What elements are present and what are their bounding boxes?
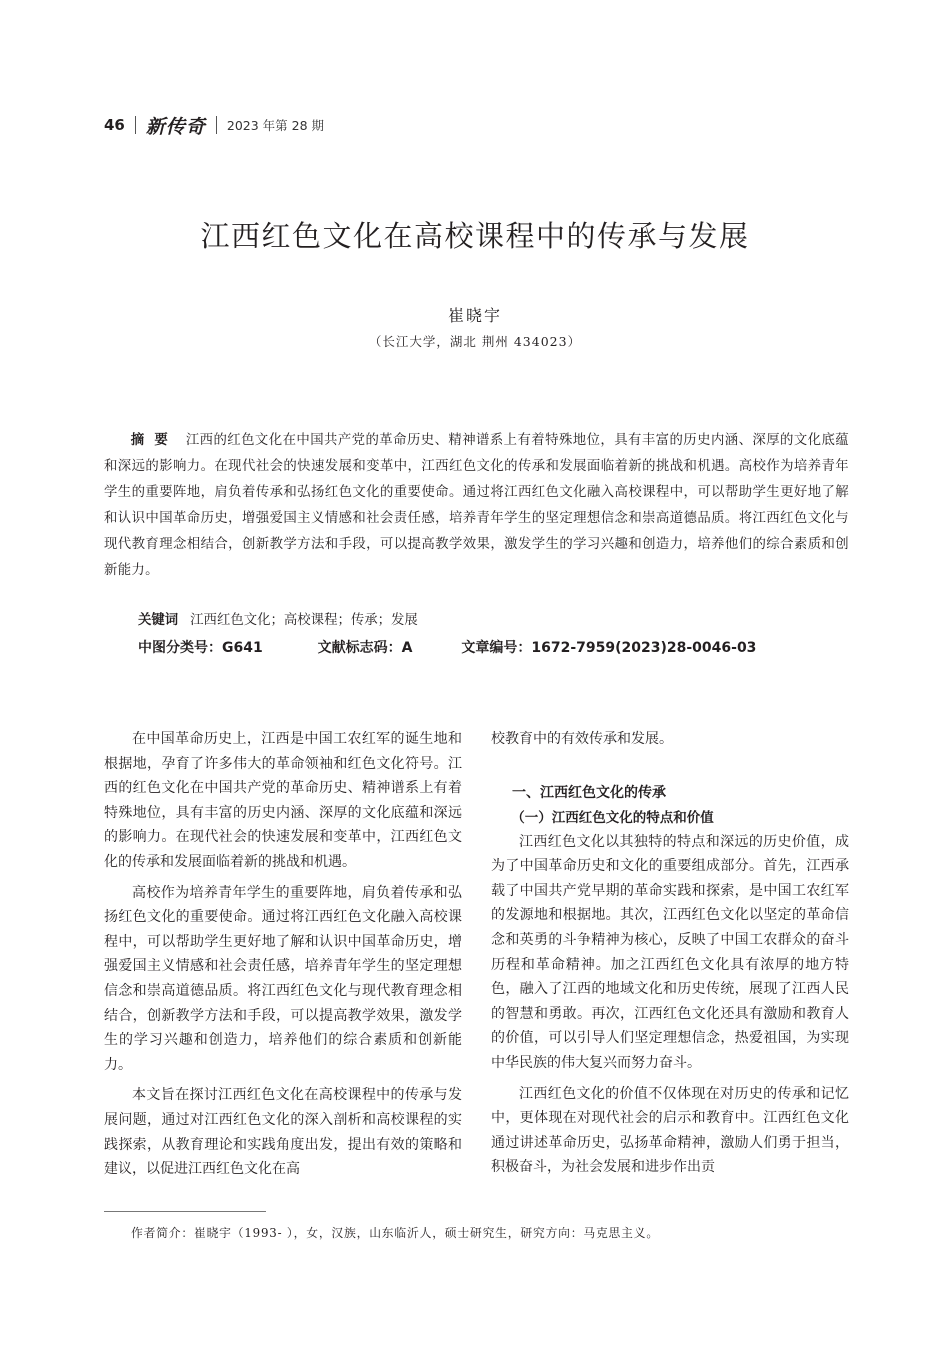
body-paragraph-continuation: 校教育中的有效传承和发展。 — [491, 731, 673, 747]
body-paragraph: 高校作为培养青年学生的重要阵地，肩负着传承和弘扬红色文化的重要使命。通过将江西红色文化融入高校课程中，可以帮助学生更好地了解和认识中国革命历史，增强爱国主义情感和社会责任感，培养青年学生的坚定理想信念和崇高道德品质。将江西红色文化与现代教育理念相结合，创新教学方法和手段，可以提高教学效果，激发学生的学习兴趣和创造力，培养他们的综合素质和创新能力。 — [104, 884, 462, 1073]
running-header — [104, 110, 324, 140]
paper-title: 江西红色文化在高校课程中的传承与发展 — [200, 219, 750, 253]
body-paragraph: 在中国革命历史上，江西是中国工农红军的诞生地和根据地，孕育了许多伟大的革命领袖和红色文化符号。江西的红色文化在中国共产党的革命历史、精神谱系上有着特殊地位，具有丰富的历史内涵、深厚的文化底蕴和深远的影响力。在现代社会的快速发展和变革中，江西红色文化的传承和发展面临着新的挑战和机遇。 — [104, 731, 462, 870]
section-heading: 一、江西红色文化的传承 — [512, 784, 666, 801]
header-divider — [216, 116, 217, 134]
author-footnote: 作者简介：崔晓宇（1993- ），女，汉族，山东临沂人，硕士研究生，研究方向：马克思主义。 — [131, 1226, 659, 1240]
issue-label: 2023 年第 28 期 — [226, 118, 325, 133]
body-column-left — [104, 727, 462, 1182]
body-paragraph: 江西红色文化以其独特的特点和深远的历史价值，成为了中国革命历史和文化的重要组成部分。首先，江西承载了中国共产党早期的革命实践和探索，是中国工农红军的发源地和根据地。其次，江西红色文化以坚定的革命信念和英勇的斗争精神为核心，反映了中国工农群众的奋斗历程和革命精神。加之江西红色文化具有浓厚的地方特色，融入了江西的地域文化和历史传统，展现了江西人民的智慧和勇敢。再次，江西红色文化还具有激励和教育人的价值，可以引导人们坚定理想信念，热爱祖国，为实现中华民族的伟大复兴而努力奋斗。 — [491, 833, 849, 1071]
author-name: 崔晓宇 — [447, 306, 502, 325]
footnote-divider — [104, 1211, 266, 1212]
abstract-label: 摘要 — [130, 433, 178, 448]
author-affiliation: （长江大学，湖北 荆州 434023） — [368, 334, 582, 349]
header-divider — [135, 116, 136, 134]
keywords-label: 关键词 — [138, 613, 179, 628]
journal-logo: 新传奇 — [145, 115, 206, 138]
article-number: 文章编号：1672-7959(2023)28-0046-03 — [461, 640, 757, 656]
clc-number: 中图分类号：G641 — [138, 640, 263, 656]
abstract-text: 江西的红色文化在中国共产党的革命历史、精神谱系上有着特殊地位，具有丰富的历史内涵、深厚的文化底蕴和深远的影响力。在现代社会的快速发展和变革中，江西红色文化的传承和发展面临着新的挑战和机遇。高校作为培养青年学生的重要阵地，肩负着传承和弘扬红色文化的重要使命。通过将江西红色文化融入高校课程中，可以帮助学生更好地了解和认识中国革命历史，增强爱国主义情感和社会责任感，培养青年学生的坚定理想信念和崇高道德品质。将江西红色文化与现代教育理念相结合，创新教学方法和手段，可以提高教学效果，激发学生的学习兴趣和创造力，培养他们的综合素质和创新能力。 — [104, 433, 849, 578]
keywords — [138, 608, 418, 634]
body-column-right — [491, 727, 849, 1180]
page-number: 46 — [104, 116, 125, 134]
subsection-heading: （一）江西红色文化的特点和价值 — [511, 809, 714, 826]
classification-line — [138, 636, 756, 660]
document-code: 文献标志码：A — [317, 640, 413, 656]
body-paragraph: 江西红色文化的价值不仅体现在对历史的传承和记忆中，更体现在对现代社会的启示和教育中。江西红色文化通过讲述革命历史，弘扬革命精神，激励人们勇于担当，积极奋斗，为社会发展和进步作出贡 — [491, 1085, 849, 1176]
body-paragraph: 本文旨在探讨江西红色文化在高校课程中的传承与发展问题，通过对江西红色文化的深入剖析和高校课程的实践探索，从教育理论和实践角度出发，提出有效的策略和建议，以促进江西红色文化在高 — [104, 1087, 462, 1178]
abstract — [104, 428, 849, 584]
keywords-text: 江西红色文化；高校课程；传承；发展 — [190, 613, 418, 628]
